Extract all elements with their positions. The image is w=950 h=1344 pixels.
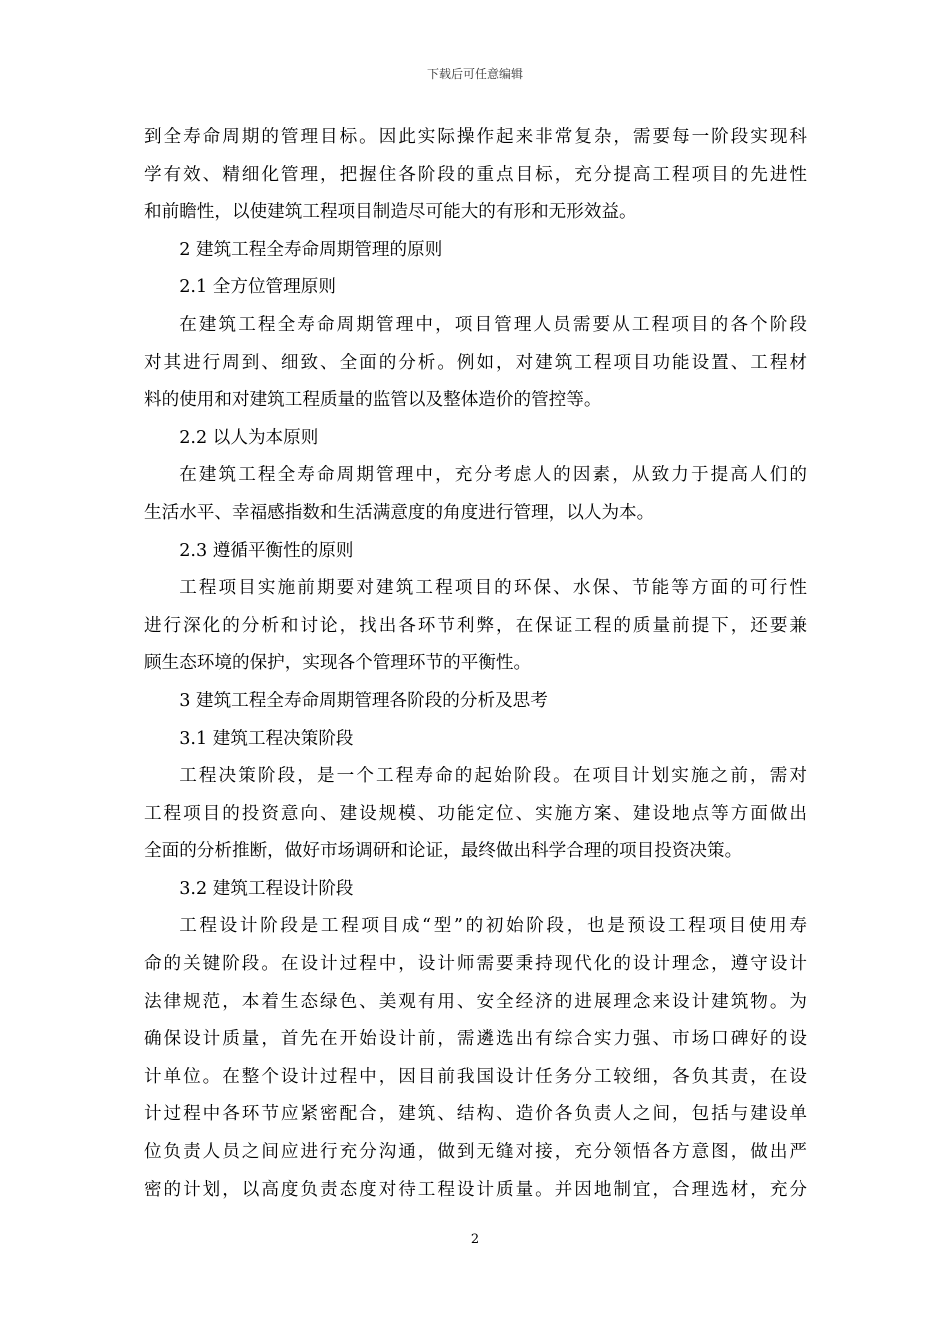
document-body xyxy=(144,119,807,1209)
subsection-heading xyxy=(144,420,807,458)
heading-text: 2.1 全方位管理原则 xyxy=(179,277,336,298)
text-line: 命的关键阶段。在设计过程中，设计师需要秉持现代化的设计理念，遵守设计 xyxy=(144,954,807,975)
heading-text: 3.1 建筑工程决策阶段 xyxy=(179,728,354,749)
text-line: 工程项目实施前期要对建筑工程项目的环保、水保、节能等方面的可行性 xyxy=(179,578,807,599)
heading-text: 3.2 建筑工程设计阶段 xyxy=(179,878,354,899)
page-number: 2 xyxy=(470,1232,480,1247)
text-line: 确保设计质量，首先在开始设计前，需遴选出有综合实力强、市场口碑好的设 xyxy=(144,1029,807,1050)
text-line: 对其进行周到、细致、全面的分析。例如，对建筑工程项目功能设置、工程材 xyxy=(144,352,807,373)
text-line: 密的计划，以高度负责态度对待工程设计质量。并因地制宜，合理选材，充分 xyxy=(144,1179,807,1200)
body-paragraph xyxy=(144,758,807,871)
text-line: 在建筑工程全寿命周期管理中，充分考虑人的因素，从致力于提高人们的 xyxy=(179,465,807,486)
body-paragraph xyxy=(144,457,807,532)
text-line: 计单位。在整个设计过程中，因目前我国设计任务分工较细，各负其责，在设 xyxy=(144,1066,807,1087)
page-header: 下载后可任意编辑 xyxy=(426,67,523,81)
text-line: 学有效、精细化管理，把握住各阶段的重点目标，充分提高工程项目的先进性 xyxy=(144,164,807,185)
section-heading xyxy=(144,683,807,721)
heading-text: 2.3 遵循平衡性的原则 xyxy=(179,540,354,561)
text-line: 和前瞻性，以使建筑工程项目制造尽可能大的有形和无形效益。 xyxy=(144,202,637,223)
heading-text: 3 建筑工程全寿命周期管理各阶段的分析及思考 xyxy=(179,690,548,711)
subsection-heading xyxy=(144,721,807,759)
body-paragraph xyxy=(144,908,807,1209)
text-line: 工程设计阶段是工程项目成“型”的初始阶段，也是预设工程项目使用寿 xyxy=(179,916,807,937)
section-heading xyxy=(144,232,807,270)
text-line: 进行深化的分析和讨论，找出各环节利弊，在保证工程的质量前提下，还要兼 xyxy=(144,615,807,636)
text-line: 计过程中各环节应紧密配合，建筑、结构、造价各负责人之间，包括与建设单 xyxy=(144,1104,807,1125)
subsection-heading xyxy=(144,871,807,909)
subsection-heading xyxy=(144,533,807,571)
text-line: 全面的分析推断，做好市场调研和论证，最终做出科学合理的项目投资决策。 xyxy=(144,841,743,862)
text-line: 生活水平、幸福感指数和生活满意度的角度进行管理，以人为本。 xyxy=(144,502,655,523)
text-line: 到全寿命周期的管理目标。因此实际操作起来非常复杂，需要每一阶段实现科 xyxy=(144,127,807,147)
heading-text: 2 建筑工程全寿命周期管理的原则 xyxy=(179,239,443,260)
text-line: 位负责人员之间应进行充分沟通，做到无缝对接，充分领悟各方意图，做出严 xyxy=(144,1142,807,1163)
text-line: 顾生态环境的保护，实现各个管理环节的平衡性。 xyxy=(144,653,532,674)
text-line: 法律规范，本着生态绿色、美观有用、安全经济的进展理念来设计建筑物。为 xyxy=(144,991,807,1012)
text-line: 工程项目的投资意向、建设规模、功能定位、实施方案、建设地点等方面做出 xyxy=(144,803,807,824)
body-paragraph xyxy=(144,119,807,232)
body-paragraph xyxy=(144,570,807,683)
body-paragraph xyxy=(144,307,807,420)
text-line: 料的使用和对建筑工程质量的监管以及整体造价的管控等。 xyxy=(144,390,602,411)
text-line: 在建筑工程全寿命周期管理中，项目管理人员需要从工程项目的各个阶段 xyxy=(179,314,807,335)
heading-text: 2.2 以人为本原则 xyxy=(179,427,319,448)
text-line: 工程决策阶段，是一个工程寿命的起始阶段。在项目计划实施之前，需对 xyxy=(179,766,807,787)
subsection-heading xyxy=(144,269,807,307)
